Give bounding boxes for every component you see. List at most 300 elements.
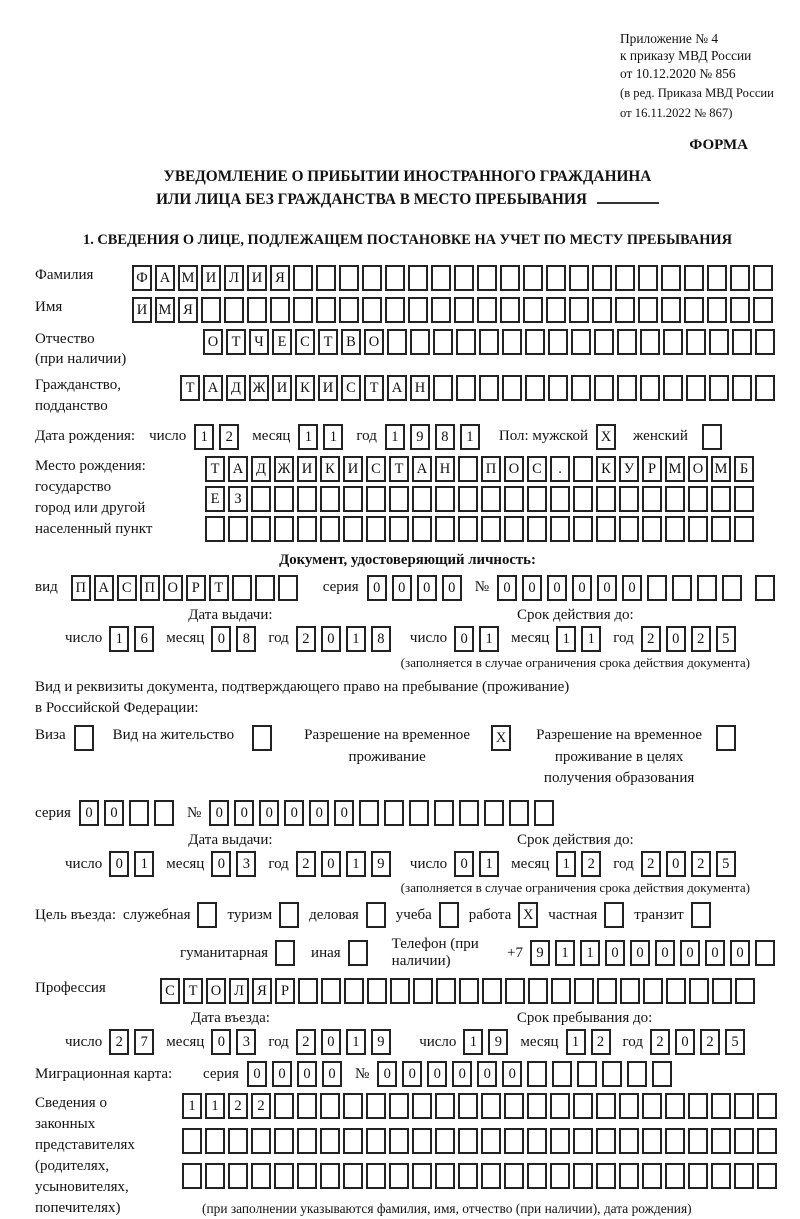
- char-box[interactable]: [732, 329, 752, 355]
- char-box[interactable]: [412, 1163, 432, 1189]
- char-box[interactable]: Т: [205, 456, 225, 482]
- char-box[interactable]: [316, 297, 336, 323]
- char-box[interactable]: [320, 516, 340, 542]
- char-box[interactable]: 3: [236, 851, 256, 877]
- char-box[interactable]: [755, 940, 775, 966]
- char-box[interactable]: [384, 800, 404, 826]
- char-box[interactable]: 1: [479, 626, 499, 652]
- char-box[interactable]: 0: [104, 800, 124, 826]
- char-box[interactable]: [573, 1163, 593, 1189]
- char-box[interactable]: [408, 297, 428, 323]
- char-box[interactable]: 0: [259, 800, 279, 826]
- char-box[interactable]: 0: [334, 800, 354, 826]
- char-box[interactable]: 1: [555, 940, 575, 966]
- char-box[interactable]: [387, 329, 407, 355]
- char-box[interactable]: [697, 575, 717, 601]
- char-box[interactable]: [366, 1128, 386, 1154]
- char-box[interactable]: 0: [367, 575, 387, 601]
- char-box[interactable]: [525, 375, 545, 401]
- char-box[interactable]: 0: [309, 800, 329, 826]
- char-box[interactable]: Р: [642, 456, 662, 482]
- char-box[interactable]: 1: [182, 1093, 202, 1119]
- char-box[interactable]: [730, 297, 750, 323]
- char-box[interactable]: 2: [219, 424, 239, 450]
- char-box[interactable]: С: [117, 575, 137, 601]
- char-box[interactable]: X: [518, 902, 538, 928]
- char-box[interactable]: 0: [522, 575, 542, 601]
- char-box[interactable]: 2: [641, 851, 661, 877]
- char-box[interactable]: 1: [556, 626, 576, 652]
- char-box[interactable]: [477, 297, 497, 323]
- char-box[interactable]: 9: [488, 1029, 508, 1055]
- char-box[interactable]: И: [201, 265, 221, 291]
- char-box[interactable]: [527, 1093, 547, 1119]
- char-box[interactable]: И: [132, 297, 152, 323]
- char-box[interactable]: [458, 456, 478, 482]
- char-box[interactable]: [665, 1128, 685, 1154]
- char-box[interactable]: 0: [454, 626, 474, 652]
- char-box[interactable]: К: [596, 456, 616, 482]
- char-box[interactable]: [691, 902, 711, 928]
- char-box[interactable]: 0: [284, 800, 304, 826]
- char-box[interactable]: [205, 1163, 225, 1189]
- char-box[interactable]: [343, 516, 363, 542]
- char-box[interactable]: [642, 1163, 662, 1189]
- char-box[interactable]: [757, 1128, 777, 1154]
- char-box[interactable]: [711, 486, 731, 512]
- char-box[interactable]: [527, 516, 547, 542]
- char-box[interactable]: [550, 516, 570, 542]
- char-box[interactable]: А: [387, 375, 407, 401]
- char-box[interactable]: 1: [346, 626, 366, 652]
- char-box[interactable]: [433, 375, 453, 401]
- char-box[interactable]: [293, 265, 313, 291]
- char-box[interactable]: [412, 516, 432, 542]
- char-box[interactable]: [757, 1163, 777, 1189]
- char-box[interactable]: [456, 329, 476, 355]
- char-box[interactable]: 0: [392, 575, 412, 601]
- char-box[interactable]: [551, 978, 571, 1004]
- char-box[interactable]: 0: [572, 575, 592, 601]
- char-box[interactable]: Т: [180, 375, 200, 401]
- char-box[interactable]: [534, 800, 554, 826]
- char-box[interactable]: 2: [296, 626, 316, 652]
- char-box[interactable]: Л: [224, 265, 244, 291]
- char-box[interactable]: [665, 1093, 685, 1119]
- char-box[interactable]: [684, 265, 704, 291]
- char-box[interactable]: 0: [211, 851, 231, 877]
- char-box[interactable]: [366, 1163, 386, 1189]
- char-box[interactable]: [523, 265, 543, 291]
- char-box[interactable]: 3: [236, 1029, 256, 1055]
- char-box[interactable]: [663, 375, 683, 401]
- char-box[interactable]: [523, 297, 543, 323]
- char-box[interactable]: С: [160, 978, 180, 1004]
- char-box[interactable]: [550, 1093, 570, 1119]
- char-box[interactable]: [602, 1061, 622, 1087]
- char-box[interactable]: А: [203, 375, 223, 401]
- char-box[interactable]: А: [412, 456, 432, 482]
- char-box[interactable]: [434, 800, 454, 826]
- char-box[interactable]: Н: [435, 456, 455, 482]
- char-box[interactable]: П: [71, 575, 91, 601]
- char-box[interactable]: [652, 1061, 672, 1087]
- char-box[interactable]: Л: [229, 978, 249, 1004]
- char-box[interactable]: 9: [371, 1029, 391, 1055]
- char-box[interactable]: [732, 375, 752, 401]
- char-box[interactable]: Д: [226, 375, 246, 401]
- char-box[interactable]: 1: [580, 940, 600, 966]
- char-box[interactable]: [716, 725, 736, 751]
- char-box[interactable]: 0: [321, 1029, 341, 1055]
- char-box[interactable]: 0: [666, 851, 686, 877]
- char-box[interactable]: 8: [371, 626, 391, 652]
- char-box[interactable]: 5: [725, 1029, 745, 1055]
- char-box[interactable]: [638, 297, 658, 323]
- char-box[interactable]: [711, 1128, 731, 1154]
- char-box[interactable]: [642, 1093, 662, 1119]
- char-box[interactable]: [458, 1093, 478, 1119]
- char-box[interactable]: [435, 486, 455, 512]
- char-box[interactable]: [278, 575, 298, 601]
- char-box[interactable]: [757, 1093, 777, 1119]
- char-box[interactable]: [615, 297, 635, 323]
- char-box[interactable]: 0: [297, 1061, 317, 1087]
- char-box[interactable]: 0: [247, 1061, 267, 1087]
- char-box[interactable]: 0: [211, 626, 231, 652]
- char-box[interactable]: [343, 1093, 363, 1119]
- char-box[interactable]: [735, 978, 755, 1004]
- char-box[interactable]: [412, 1128, 432, 1154]
- char-box[interactable]: [482, 978, 502, 1004]
- char-box[interactable]: И: [247, 265, 267, 291]
- char-box[interactable]: [734, 1163, 754, 1189]
- char-box[interactable]: [546, 297, 566, 323]
- char-box[interactable]: 2: [251, 1093, 271, 1119]
- char-box[interactable]: [435, 1128, 455, 1154]
- char-box[interactable]: [596, 1163, 616, 1189]
- char-box[interactable]: 0: [730, 940, 750, 966]
- char-box[interactable]: [573, 1093, 593, 1119]
- char-box[interactable]: Р: [275, 978, 295, 1004]
- char-box[interactable]: К: [295, 375, 315, 401]
- char-box[interactable]: [574, 978, 594, 1004]
- char-box[interactable]: Т: [364, 375, 384, 401]
- char-box[interactable]: Ч: [249, 329, 269, 355]
- char-box[interactable]: [734, 1093, 754, 1119]
- char-box[interactable]: [688, 516, 708, 542]
- char-box[interactable]: [546, 265, 566, 291]
- char-box[interactable]: [484, 800, 504, 826]
- char-box[interactable]: [709, 375, 729, 401]
- char-box[interactable]: [604, 902, 624, 928]
- char-box[interactable]: Б: [734, 456, 754, 482]
- char-box[interactable]: 0: [547, 575, 567, 601]
- char-box[interactable]: [527, 1128, 547, 1154]
- char-box[interactable]: 9: [371, 851, 391, 877]
- char-box[interactable]: [640, 329, 660, 355]
- char-box[interactable]: [247, 297, 267, 323]
- char-box[interactable]: [320, 1128, 340, 1154]
- char-box[interactable]: Я: [178, 297, 198, 323]
- char-box[interactable]: [454, 265, 474, 291]
- char-box[interactable]: [617, 375, 637, 401]
- char-box[interactable]: О: [504, 456, 524, 482]
- char-box[interactable]: 0: [675, 1029, 695, 1055]
- char-box[interactable]: [663, 329, 683, 355]
- char-box[interactable]: .: [550, 456, 570, 482]
- char-box[interactable]: [730, 265, 750, 291]
- char-box[interactable]: [666, 978, 686, 1004]
- char-box[interactable]: [205, 1128, 225, 1154]
- char-box[interactable]: [297, 516, 317, 542]
- char-box[interactable]: [661, 265, 681, 291]
- char-box[interactable]: [504, 1163, 524, 1189]
- char-box[interactable]: [596, 486, 616, 512]
- char-box[interactable]: [436, 978, 456, 1004]
- char-box[interactable]: [596, 516, 616, 542]
- char-box[interactable]: [640, 375, 660, 401]
- char-box[interactable]: [527, 1163, 547, 1189]
- char-box[interactable]: 6: [134, 626, 154, 652]
- char-box[interactable]: [527, 1061, 547, 1087]
- char-box[interactable]: [753, 265, 773, 291]
- char-box[interactable]: Ж: [249, 375, 269, 401]
- char-box[interactable]: [435, 516, 455, 542]
- char-box[interactable]: [458, 1128, 478, 1154]
- char-box[interactable]: [481, 516, 501, 542]
- char-box[interactable]: М: [178, 265, 198, 291]
- char-box[interactable]: 1: [463, 1029, 483, 1055]
- char-box[interactable]: [458, 486, 478, 512]
- char-box[interactable]: [502, 329, 522, 355]
- char-box[interactable]: [481, 1163, 501, 1189]
- char-box[interactable]: [569, 265, 589, 291]
- char-box[interactable]: [412, 486, 432, 512]
- char-box[interactable]: [385, 297, 405, 323]
- char-box[interactable]: [597, 978, 617, 1004]
- char-box[interactable]: [201, 297, 221, 323]
- char-box[interactable]: О: [688, 456, 708, 482]
- char-box[interactable]: 2: [296, 1029, 316, 1055]
- char-box[interactable]: А: [155, 265, 175, 291]
- char-box[interactable]: 0: [321, 626, 341, 652]
- char-box[interactable]: И: [272, 375, 292, 401]
- char-box[interactable]: [688, 1093, 708, 1119]
- char-box[interactable]: 2: [109, 1029, 129, 1055]
- char-box[interactable]: [251, 1163, 271, 1189]
- char-box[interactable]: [367, 978, 387, 1004]
- char-box[interactable]: О: [203, 329, 223, 355]
- char-box[interactable]: Я: [270, 265, 290, 291]
- char-box[interactable]: Е: [205, 486, 225, 512]
- char-box[interactable]: [297, 1093, 317, 1119]
- char-box[interactable]: [435, 1163, 455, 1189]
- char-box[interactable]: [550, 1163, 570, 1189]
- char-box[interactable]: [435, 1093, 455, 1119]
- char-box[interactable]: [298, 978, 318, 1004]
- char-box[interactable]: [688, 1128, 708, 1154]
- char-box[interactable]: [734, 486, 754, 512]
- char-box[interactable]: [255, 575, 275, 601]
- char-box[interactable]: [413, 978, 433, 1004]
- char-box[interactable]: 0: [322, 1061, 342, 1087]
- char-box[interactable]: 0: [622, 575, 642, 601]
- char-box[interactable]: 2: [591, 1029, 611, 1055]
- char-box[interactable]: [619, 1163, 639, 1189]
- char-box[interactable]: 0: [211, 1029, 231, 1055]
- char-box[interactable]: 0: [655, 940, 675, 966]
- char-box[interactable]: [509, 800, 529, 826]
- char-box[interactable]: 2: [650, 1029, 670, 1055]
- char-box[interactable]: [709, 329, 729, 355]
- char-box[interactable]: [594, 375, 614, 401]
- char-box[interactable]: [275, 940, 295, 966]
- char-box[interactable]: [321, 978, 341, 1004]
- char-box[interactable]: [274, 516, 294, 542]
- char-box[interactable]: М: [711, 456, 731, 482]
- char-box[interactable]: [620, 978, 640, 1004]
- char-box[interactable]: [548, 375, 568, 401]
- char-box[interactable]: [366, 486, 386, 512]
- char-box[interactable]: [617, 329, 637, 355]
- char-box[interactable]: [569, 297, 589, 323]
- char-box[interactable]: [458, 1163, 478, 1189]
- char-box[interactable]: 0: [79, 800, 99, 826]
- char-box[interactable]: Е: [272, 329, 292, 355]
- char-box[interactable]: [459, 978, 479, 1004]
- char-box[interactable]: [528, 978, 548, 1004]
- char-box[interactable]: 1: [298, 424, 318, 450]
- char-box[interactable]: [619, 486, 639, 512]
- char-box[interactable]: [734, 1128, 754, 1154]
- char-box[interactable]: [647, 575, 667, 601]
- char-box[interactable]: Т: [318, 329, 338, 355]
- char-box[interactable]: [389, 1163, 409, 1189]
- char-box[interactable]: [481, 486, 501, 512]
- char-box[interactable]: [252, 725, 272, 751]
- char-box[interactable]: 1: [134, 851, 154, 877]
- char-box[interactable]: Н: [410, 375, 430, 401]
- char-box[interactable]: [755, 575, 775, 601]
- char-box[interactable]: К: [320, 456, 340, 482]
- char-box[interactable]: [550, 486, 570, 512]
- char-box[interactable]: [596, 1093, 616, 1119]
- char-box[interactable]: 0: [321, 851, 341, 877]
- char-box[interactable]: [500, 265, 520, 291]
- char-box[interactable]: [389, 1128, 409, 1154]
- char-box[interactable]: 1: [566, 1029, 586, 1055]
- char-box[interactable]: 2: [581, 851, 601, 877]
- char-box[interactable]: [224, 297, 244, 323]
- char-box[interactable]: [410, 329, 430, 355]
- char-box[interactable]: А: [228, 456, 248, 482]
- char-box[interactable]: [297, 1128, 317, 1154]
- char-box[interactable]: [627, 1061, 647, 1087]
- char-box[interactable]: [362, 297, 382, 323]
- char-box[interactable]: [711, 1163, 731, 1189]
- char-box[interactable]: С: [341, 375, 361, 401]
- char-box[interactable]: Ж: [274, 456, 294, 482]
- char-box[interactable]: [439, 902, 459, 928]
- char-box[interactable]: [665, 516, 685, 542]
- char-box[interactable]: 1: [556, 851, 576, 877]
- char-box[interactable]: [527, 486, 547, 512]
- char-box[interactable]: [712, 978, 732, 1004]
- char-box[interactable]: [339, 265, 359, 291]
- char-box[interactable]: [232, 575, 252, 601]
- char-box[interactable]: У: [619, 456, 639, 482]
- char-box[interactable]: 1: [346, 1029, 366, 1055]
- char-box[interactable]: С: [366, 456, 386, 482]
- char-box[interactable]: [431, 265, 451, 291]
- char-box[interactable]: [362, 265, 382, 291]
- char-box[interactable]: [412, 1093, 432, 1119]
- char-box[interactable]: [316, 265, 336, 291]
- char-box[interactable]: Т: [209, 575, 229, 601]
- char-box[interactable]: 8: [435, 424, 455, 450]
- char-box[interactable]: [504, 516, 524, 542]
- char-box[interactable]: [550, 1128, 570, 1154]
- char-box[interactable]: [366, 516, 386, 542]
- char-box[interactable]: 1: [479, 851, 499, 877]
- char-box[interactable]: 1: [385, 424, 405, 450]
- char-box[interactable]: [274, 1163, 294, 1189]
- char-box[interactable]: 1: [323, 424, 343, 450]
- char-box[interactable]: X: [596, 424, 616, 450]
- char-box[interactable]: [343, 1128, 363, 1154]
- char-box[interactable]: 0: [272, 1061, 292, 1087]
- char-box[interactable]: 2: [691, 851, 711, 877]
- char-box[interactable]: О: [163, 575, 183, 601]
- char-box[interactable]: 9: [410, 424, 430, 450]
- char-box[interactable]: [228, 1128, 248, 1154]
- char-box[interactable]: [688, 486, 708, 512]
- char-box[interactable]: [274, 1128, 294, 1154]
- char-box[interactable]: [689, 978, 709, 1004]
- char-box[interactable]: М: [155, 297, 175, 323]
- char-box[interactable]: А: [94, 575, 114, 601]
- char-box[interactable]: 0: [630, 940, 650, 966]
- char-box[interactable]: [228, 516, 248, 542]
- char-box[interactable]: П: [481, 456, 501, 482]
- char-box[interactable]: 1: [460, 424, 480, 450]
- char-box[interactable]: [454, 297, 474, 323]
- char-box[interactable]: Т: [389, 456, 409, 482]
- char-box[interactable]: [642, 486, 662, 512]
- char-box[interactable]: [366, 902, 386, 928]
- char-box[interactable]: [408, 265, 428, 291]
- char-box[interactable]: [274, 486, 294, 512]
- char-box[interactable]: [228, 1163, 248, 1189]
- char-box[interactable]: 0: [209, 800, 229, 826]
- char-box[interactable]: [643, 978, 663, 1004]
- char-box[interactable]: [504, 1093, 524, 1119]
- char-box[interactable]: 0: [427, 1061, 447, 1087]
- char-box[interactable]: 8: [236, 626, 256, 652]
- char-box[interactable]: 2: [691, 626, 711, 652]
- char-box[interactable]: М: [665, 456, 685, 482]
- char-box[interactable]: [344, 978, 364, 1004]
- char-box[interactable]: 0: [442, 575, 462, 601]
- char-box[interactable]: [251, 516, 271, 542]
- char-box[interactable]: [711, 1093, 731, 1119]
- char-box[interactable]: 7: [134, 1029, 154, 1055]
- char-box[interactable]: Я: [252, 978, 272, 1004]
- char-box[interactable]: [389, 516, 409, 542]
- char-box[interactable]: [505, 978, 525, 1004]
- char-box[interactable]: [571, 329, 591, 355]
